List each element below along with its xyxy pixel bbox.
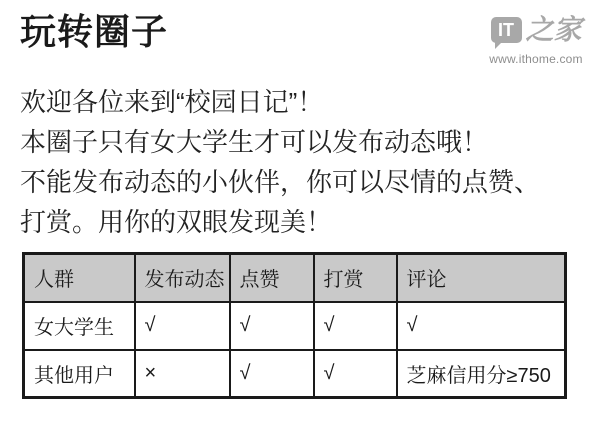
cell-group: 其他用户 — [24, 350, 135, 398]
intro-line-3: 不能发布动态的小伙伴，你可以尽情的点赞、 — [20, 167, 541, 197]
cell-reward: √ — [314, 350, 397, 398]
intro-line-2: 本圈子只有女大学生才可以发布动态哦！ — [20, 127, 489, 157]
cell-comment: 芝麻信用分≥750 — [397, 350, 566, 398]
ithome-logo-mark — [491, 15, 582, 45]
cell-comment: √ — [397, 302, 566, 350]
table-header-row — [24, 254, 566, 302]
ithome-zhijia-text: 之家 — [525, 13, 582, 46]
cell-post: √ — [135, 302, 230, 350]
cell-like: √ — [230, 350, 314, 398]
col-header-like: 点赞 — [230, 254, 314, 302]
table-row-other-users — [24, 350, 566, 398]
cell-reward: √ — [314, 302, 397, 350]
col-header-group: 人群 — [24, 254, 135, 302]
cell-like: √ — [230, 302, 314, 350]
cell-group: 女大学生 — [24, 302, 135, 350]
cell-post: × — [135, 350, 230, 398]
col-header-reward: 打赏 — [314, 254, 397, 302]
ithome-it-bubble-icon: IT — [491, 17, 522, 43]
intro-line-4: 打赏。用你的双眼发现美！ — [20, 207, 333, 237]
intro-paragraph — [20, 82, 540, 242]
table-row-female-students — [24, 302, 566, 350]
ithome-logo — [489, 13, 583, 66]
page-title: 玩转圈子 — [20, 11, 169, 52]
col-header-comment: 评论 — [397, 254, 566, 302]
ithome-url: www.ithome.com — [489, 52, 583, 66]
permissions-table — [22, 252, 567, 399]
intro-line-1: 欢迎各位来到“校园日记”！ — [20, 87, 324, 117]
col-header-post: 发布动态 — [135, 254, 230, 302]
